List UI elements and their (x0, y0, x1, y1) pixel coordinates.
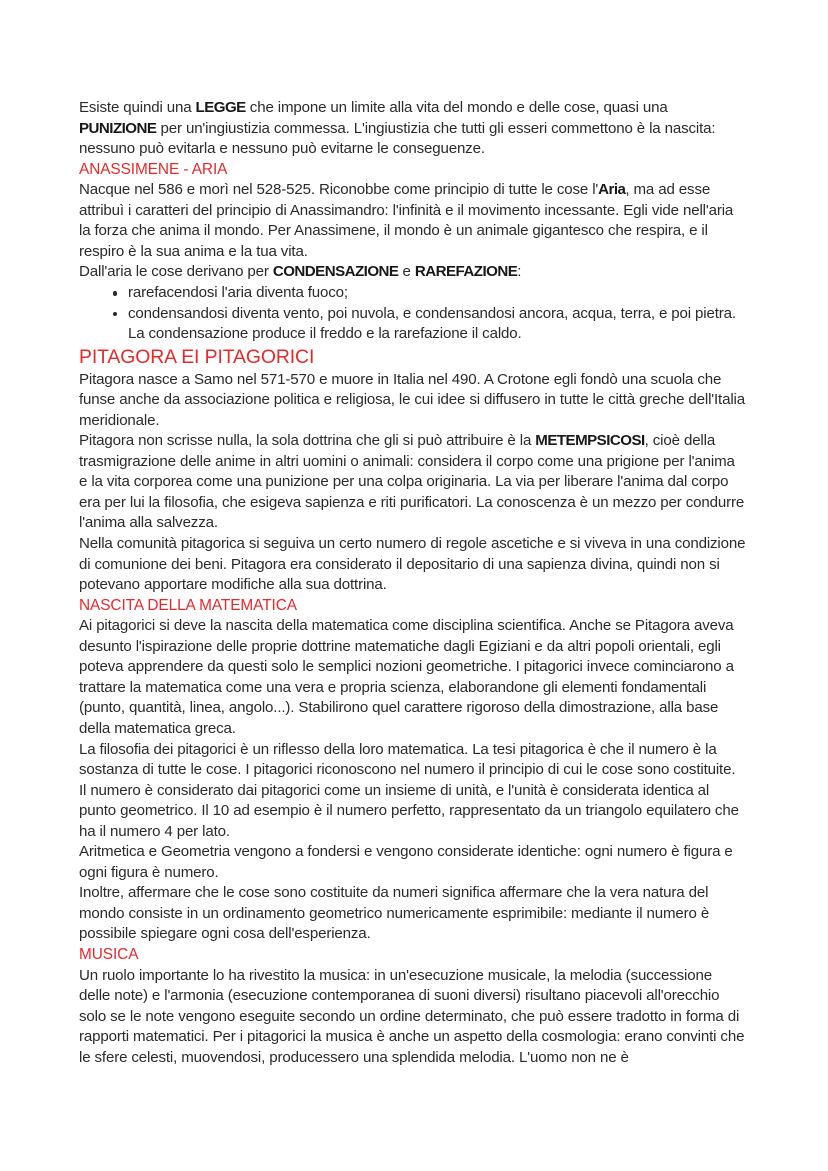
text-run: Ai pitagorici si deve la nascita della matematica come disciplina scientifica. Anche se Pitagora aveva desunto l'ispirazione delle proprie dottrine matematiche dagli Egiziani e da altri popoli orientali, egli poteva apprendere da questi solo le semplici nozioni geometriche. I pitagorici invece cominciarono a trattare la matematica come una vera e propria scienza, elaborandone gli elementi fondamentali (punto, quantità, linea, angolo...). Stabilirono quel carattere rigoroso della dimostrazione, alla base della matematica greca. (79, 617, 734, 737)
text-run: che impone un limite alla vita del mondo e delle cose, quasi una (245, 99, 668, 116)
paragraph-aritmetica-geometria (79, 842, 747, 883)
heading-anassimene-aria: ANASSIMENE - ARIA (79, 160, 228, 178)
text-run: Inoltre, affermare che le cose sono costituite da numeri significa affermare che la vera natura del mondo consiste in un ordinamento geometrico numericamente esprimibile: mediante il numero è possibile spiegare ogni cosa dell'esperienza. (79, 884, 710, 943)
text-run: , cioè della trasmigrazione delle anime in altri uomini o animali: considera il corpo come una prigione per l'anima e la vita corporea come una punizione per una colpa originaria. La via per liberare l'anima dal corpo era per lui la filosofia, che esigeva sapienza e riti purificatori. La conoscenza è un mezzo per condurre l'anima alla salvezza. (79, 432, 745, 532)
text-run: Nacque nel 586 e morì nel 528-525. Riconobbe come principio di tutte le cose l' (79, 181, 599, 199)
text-run: Aritmetica e Geometria vengono a fondersi e vengono considerate identiche: ogni numero è figura e ogni figura è numero. (79, 843, 733, 881)
heading-musica: MUSICA (79, 945, 139, 963)
emphasis-term: RAREFAZIONE (414, 263, 518, 281)
heading-nascita-della-matematica: NASCITA DELLA MATEMATICA (79, 596, 297, 614)
paragraph-numero-unita (79, 781, 747, 843)
text-run: , ma ad esse attribuì i caratteri del principio di Anassimandro: l'infinità e il movimento incessante. Egli vide nell'aria la forza che anima il mondo. Per Anassimene, il mondo è un animale gigantesco che respira, e il respiro è la sua anima e la tua vita. (79, 181, 734, 260)
paragraph-legge-punizione (79, 98, 747, 160)
emphasis-term: Aria (598, 181, 626, 199)
text-run: Un ruolo importante lo ha rivestito la musica: in un'esecuzione musicale, la melodia (successione delle note) e l'armonia (esecuzione contemporanea di suoni diversi) risultano piacevoli all'orecchio solo se le note vengono eseguite secondo un ordine determinato, che può essere tradotto in forma di rapporti matematici. Per i pitagorici la musica è anche un aspetto della cosmologia: erano convinti che le sfere celesti, muovendosi, producessero una splendida melodia. L'uomo non ne è (79, 966, 745, 1066)
paragraph-musica (79, 966, 747, 1069)
text-run: Pitagora nasce a Samo nel 571-570 e muore in Italia nel 490. A Crotone egli fondò una scuola che funse anche da associazione politica e religiosa, le cui idee si diffusero in tutte le città greche dell'Italia meridionale. (79, 370, 745, 429)
text-run: Il numero è considerato dai pitagorici come un insieme di unità, e l'unità è considerata identica al punto geometrico. Il 10 ad esempio è il numero perfetto, rappresentato da un triangolo equilatero che ha il numero 4 per lato. (79, 781, 739, 840)
text-run: Nella comunità pitagorica si seguiva un certo numero di regole ascetiche e si viveva in una condizione di comunione dei beni. Pitagora era considerato il depositario di una sapienza divina, quindi non si potevano apportare modifiche alla sua dottrina. (79, 534, 746, 594)
paragraph-filosofia-riflesso (79, 740, 747, 781)
text-run: Dall'aria le cose derivano per (79, 263, 273, 281)
document-body (79, 98, 747, 1068)
text-run: per un'ingiustizia commessa. L'ingiustizia che tutti gli esseri commettono è la nascita: nessuno può evitarla e nessuno può evitarne le conseguenze. (79, 119, 716, 158)
text-run: La filosofia dei pitagorici è un riflesso della loro matematica. La tesi pitagorica è che il numero è la sostanza di tutte le cose. I pitagorici riconoscono nel numero il principio di cui le cose sono costituite. (79, 740, 736, 779)
paragraph-metempsicosi (79, 431, 747, 534)
paragraph-pitagora-biografia (79, 370, 747, 432)
emphasis-term: PUNIZIONE (79, 119, 157, 137)
list-condensazione-rarefazione (79, 283, 747, 345)
paragraph-nascita-matematica (79, 616, 747, 739)
emphasis-term: LEGGE (195, 99, 246, 116)
paragraph-condensazione-rarefazione (79, 262, 747, 283)
paragraph-comunita-pitagorica (79, 534, 747, 596)
text-run: Pitagora non scrisse nulla, la sola dottrina che gli si può attribuire è la (79, 432, 536, 450)
paragraph-anassimene (79, 180, 747, 262)
text-run: Esiste quindi una (79, 99, 196, 116)
emphasis-term: METEMPSICOSI (535, 432, 645, 450)
text-run: : (517, 263, 522, 281)
list-item: condensandosi diventa vento, poi nuvola, e condensandosi ancora, acqua, terra, e poi pietra. La condensazione produce il freddo e la rarefazione il caldo. (79, 304, 747, 345)
heading-pitagora-ei-pitagorici: PITAGORA EI PITAGORICI (79, 345, 315, 368)
paragraph-ordinamento-geometrico (79, 883, 747, 945)
emphasis-term: CONDENSAZIONE (272, 263, 399, 281)
list-item: rarefacendosi l'aria diventa fuoco; (79, 283, 747, 304)
text-run: e (398, 263, 415, 281)
